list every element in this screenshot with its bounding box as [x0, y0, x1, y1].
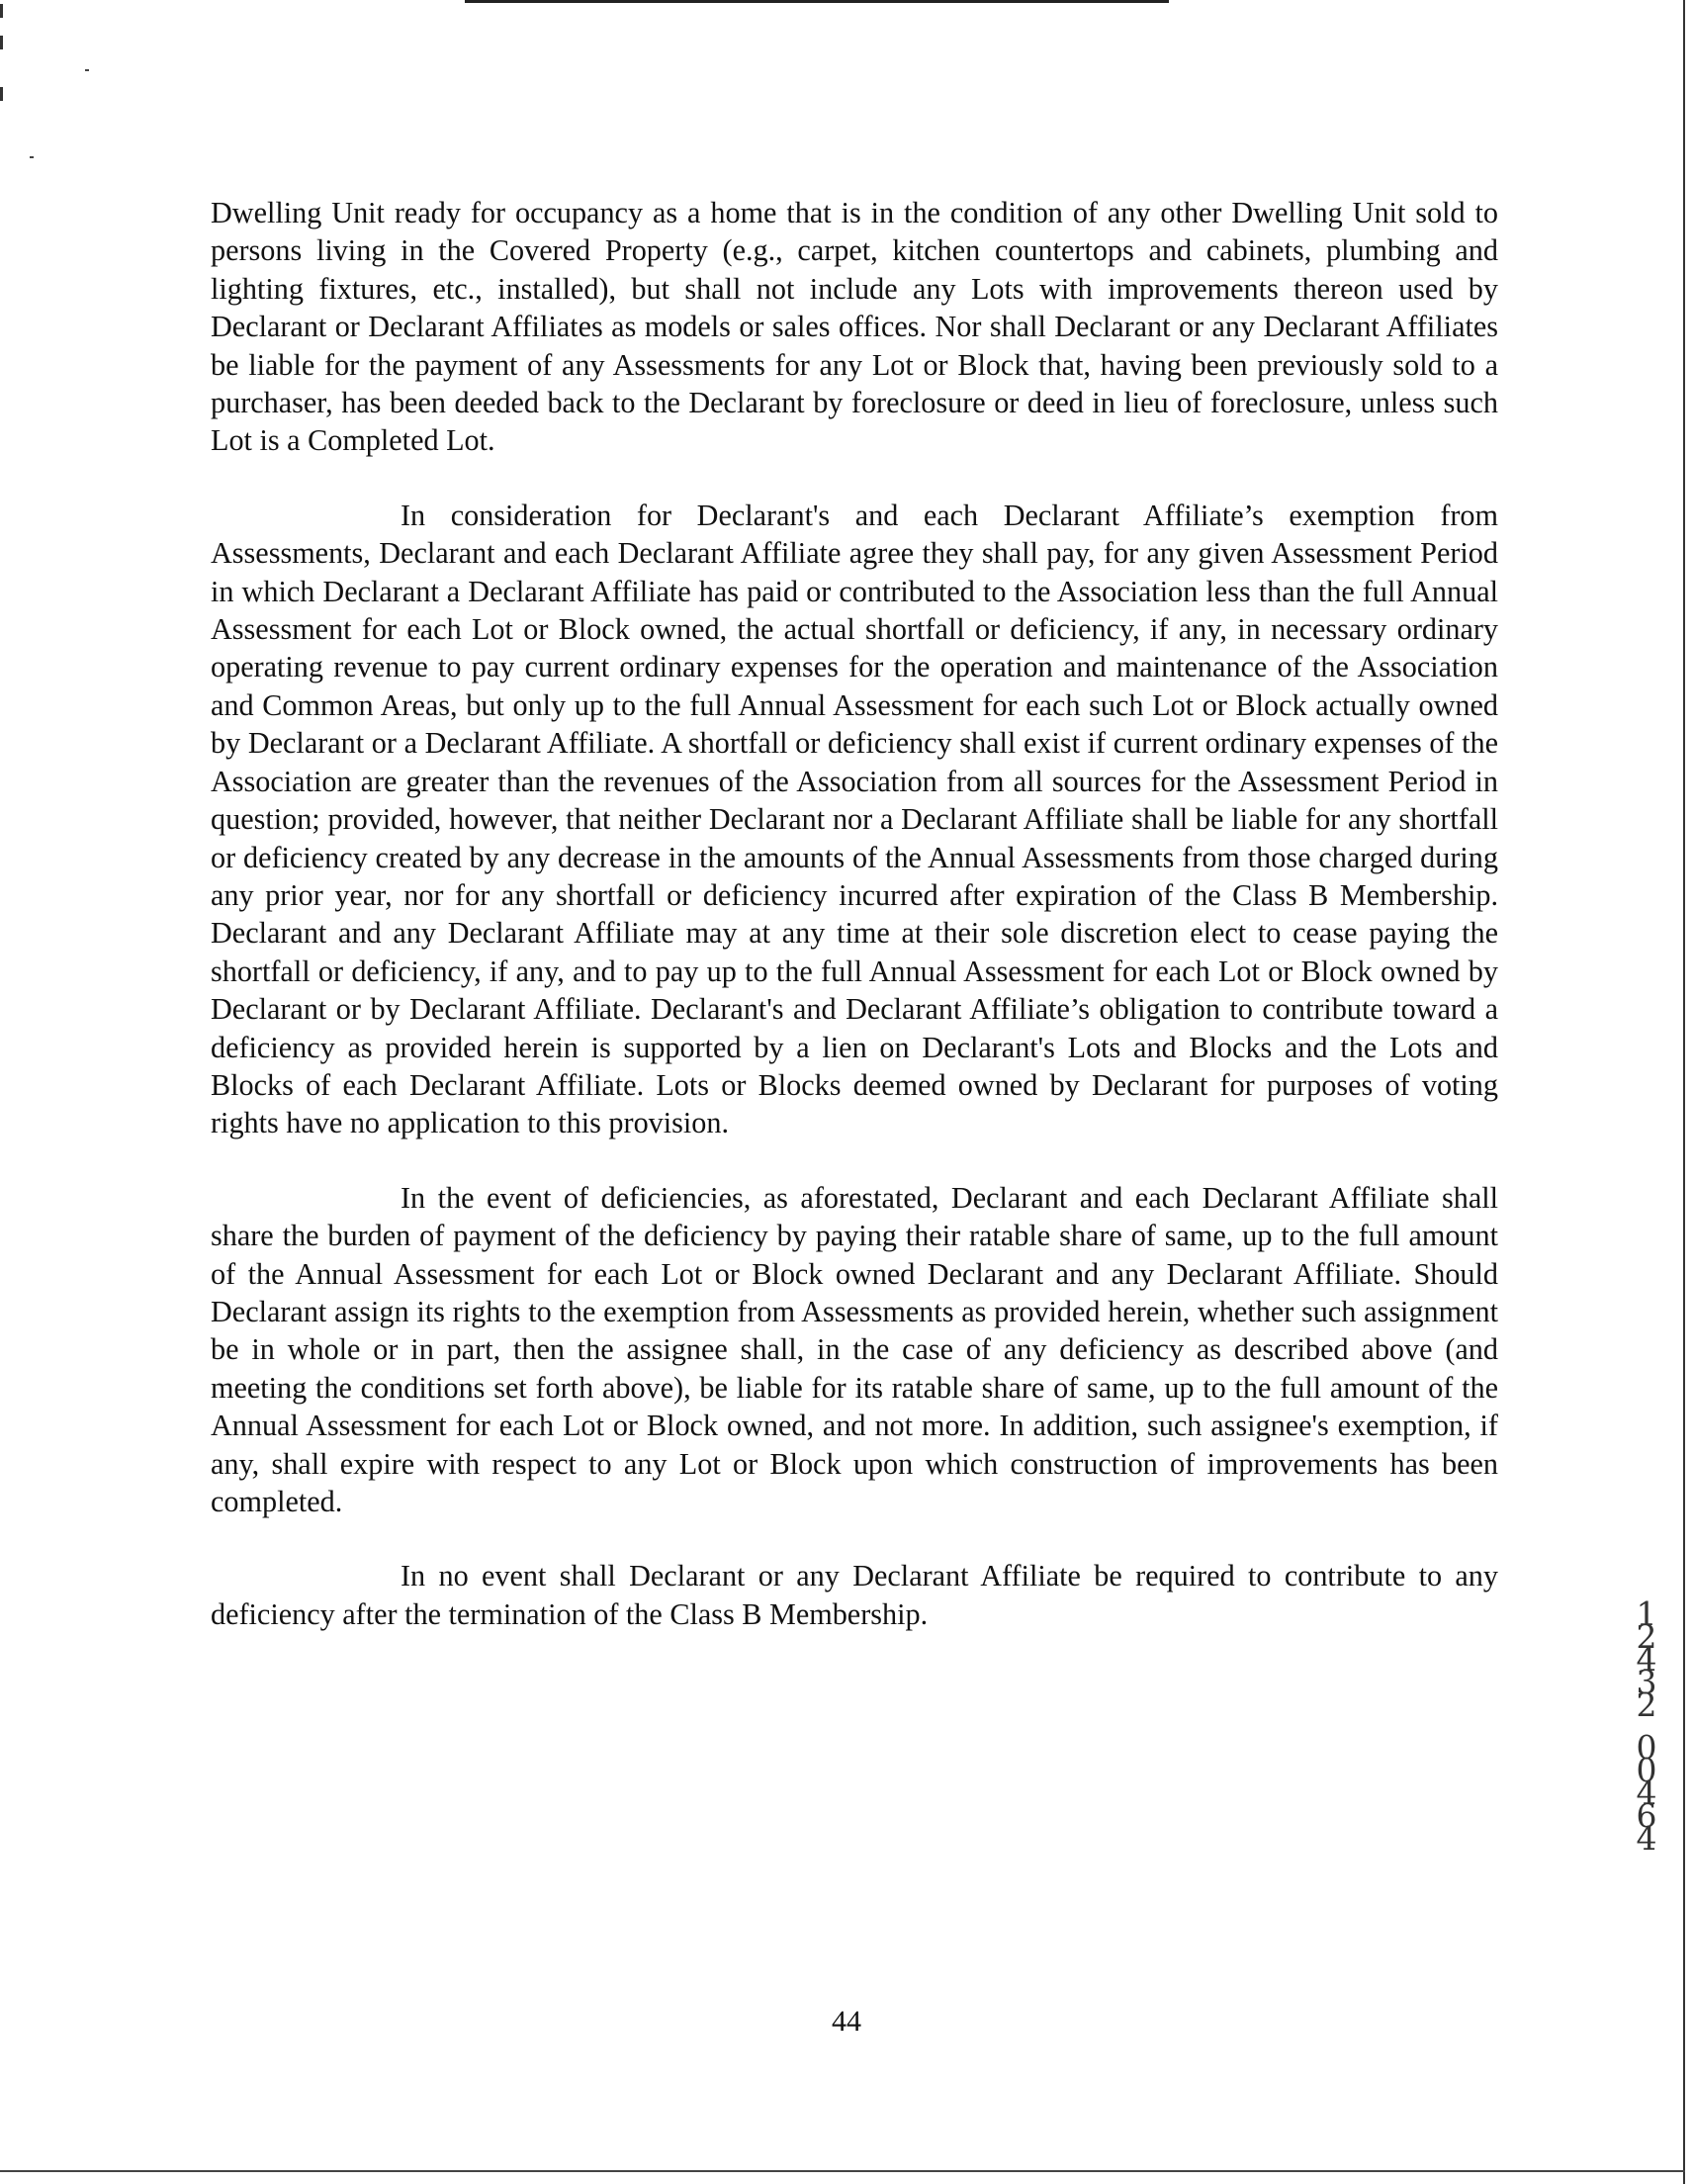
- scan-left-ticks: [0, 0, 3, 109]
- page-number: 44: [832, 2005, 861, 2038]
- body-text: [211, 194, 1498, 1670]
- recording-stamp: [1627, 1594, 1666, 1858]
- recording-stamp-page: 00464: [1636, 1728, 1657, 1858]
- paragraph-deficiency-sharing: In the event of deficiencies, as aforestated, Declarant and each Declarant Affiliate shall share the burden of payment of the deficiency by paying their ratable share of same, up to the full amount of the Annual Assessment for each Lot or Block owned Declarant and any Declarant Affiliate. Should Declarant assign its rights to the exemption from Assessments as provided herein, whether such assignment be in whole or in part, then the assignee shall, in the case of any deficiency as described above (and meeting the conditions set forth above), be liable for its ratable share of same, up to the full amount of the Annual Assessment for each Lot or Block owned, and not more. In addition, such assignee's exemption, if any, shall expire with respect to any Lot or Block upon which construction of improvements has been completed.: [211, 1180, 1498, 1518]
- paragraph-class-b-termination: In no event shall Declarant or any Declarant Affiliate be required to contribute to any deficiency after the termination of the Class B Membership.: [211, 1559, 1498, 1631]
- paragraph-declarant-shortfall: In consideration for Declarant's and each Declarant Affiliate’s exemption from Assessments, Declarant and each Declarant Affiliate agree they shall pay, for any given Assessment Period in which Declarant a Declarant Affiliate has paid or contributed to the Association less than the full Annual Assessment for each Lot or Block owned, the actual shortfall or deficiency, if any, in necessary ordinary operating revenue to pay current ordinary expenses for the operation and maintenance of the Association and Common Areas, but only up to the full Annual Assessment for each such Lot or Block actually owned by Declarant or a Declarant Affiliate. A shortfall or deficiency shall exist if current ordinary expenses of the Association are greater than the revenues of the Association from all sources for the Assessment Period in question; provided, however, that neither Declarant nor a Declarant Affiliate shall be liable for any shortfall or deficiency created by any decrease in the amounts of the Annual Assessments from those charged during any prior year, nor for any shortfall or deficiency incurred after expiration of the Class B Membership. Declarant and any Declarant Affiliate may at any time at their sole discretion elect to cease paying the shortfall or deficiency, if any, and to pay up to the full Annual Assessment for each Lot or Block owned by Declarant or by Declarant Affiliate. Declarant's and Declarant Affiliate’s obligation to contribute toward a deficiency as provided herein is supported by a lien on Declarant's Lots and Blocks and the Lots and Blocks of each Declarant Affiliate. Lots or Blocks deemed owned by Declarant for purposes of voting rights have no application to this provision.: [211, 498, 1498, 1140]
- scan-top-rule: [465, 0, 1169, 3]
- scan-bottom-edge: [0, 2170, 1685, 2172]
- recording-stamp-book: 12432: [1636, 1594, 1657, 1724]
- paragraph-continuation: Dwelling Unit ready for occupancy as a home that is in the condition of any other Dwelling Unit sold to persons living in the Covered Property (e.g., carpet, kitchen countertops and cabinets, plumbing and lighting fixtures, etc., installed), but shall not include any Lots with improvements thereon used by Declarant or Declarant Affiliates as models or sales offices. Nor shall Declarant or any Declarant Affiliates be liable for the payment of any Assessments for any Lot or Block that, having been previously sold to a purchaser, has been deeded back to the Declarant by foreclosure or deed in lieu of foreclosure, unless such Lot is a Completed Lot.: [211, 196, 1498, 458]
- scan-speck: [30, 156, 34, 158]
- scan-speck: [85, 69, 89, 71]
- scan-right-edge: [1683, 0, 1685, 2184]
